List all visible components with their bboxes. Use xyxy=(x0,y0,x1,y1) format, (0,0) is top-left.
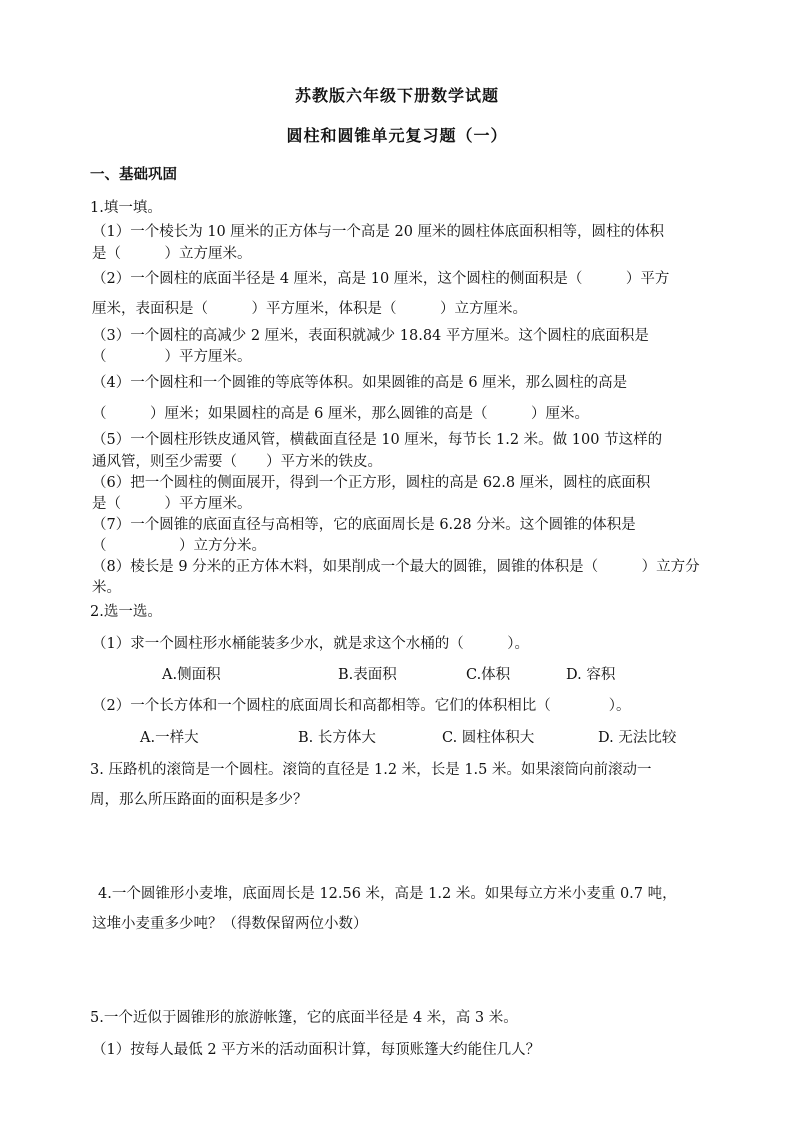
q2-sub2-option-a: A.一样大 xyxy=(140,730,199,746)
q2-sub2-option-b: B. 长方体大 xyxy=(298,730,376,746)
question-3-line: 周，那么所压路面的面积是多少？ xyxy=(90,792,308,808)
q1-line: （ ）平方厘米。 xyxy=(92,349,252,365)
q2-sub1-option-c: C.体积 xyxy=(466,667,511,683)
page-title: 苏教版六年级下册数学试题 xyxy=(294,86,499,105)
q1-line: 是（ ）立方厘米。 xyxy=(92,246,252,262)
q1-line: （5）一个圆柱形铁皮通风管，横截面直径是 10 厘米，每节长 1.2 米。做 100 节这样的 xyxy=(92,432,663,448)
q2-sub1-option-a: A.侧面积 xyxy=(162,667,221,683)
q1-line: 米。 xyxy=(92,580,121,596)
q1-line: 通风管，则至少需要（ ）平方米的铁皮。 xyxy=(92,454,382,470)
question-5-heading: 5.一个近似于圆锥形的旅游帐篷，它的底面半径是 4 米，高 3 米。 xyxy=(90,1010,518,1026)
q1-line: （2）一个圆柱的底面半径是 4 厘米，高是 10 厘米，这个圆柱的侧面积是（ ）平方 xyxy=(92,271,670,287)
question-3-line: 3. 压路机的滚筒是一个圆柱。滚筒的直径是 1.2 米，长是 1.5 米。如果滚筒向前滚动一 xyxy=(90,762,652,778)
section-heading: 一、基础巩固 xyxy=(90,166,177,183)
q1-line: （7）一个圆锥的底面直径与高相等，它的底面周长是 6.28 分米。这个圆锥的体积是 xyxy=(92,517,636,533)
q2-sub2-option-c: C. 圆柱体积大 xyxy=(442,730,535,746)
q1-line: （6）把一个圆柱的侧面展开，得到一个正方形，圆柱的高是 62.8 厘米，圆柱的底面积 xyxy=(92,475,651,491)
q2-sub1-question: （1）求一个圆柱形水桶能装多少水，就是求这个水桶的（ ）。 xyxy=(92,636,529,652)
q2-sub1-option-d: D. 容积 xyxy=(566,667,616,683)
question-2-heading: 2.选一选。 xyxy=(90,604,162,620)
q2-sub2-option-d: D. 无法比较 xyxy=(598,730,677,746)
page-subtitle: 圆柱和圆锥单元复习题（一） xyxy=(286,126,508,145)
q1-line: 厘米，表面积是（ ）平方厘米，体积是（ ）立方厘米。 xyxy=(92,301,527,317)
q1-line: （4）一个圆柱和一个圆锥的等底等体积。如果圆锥的高是 6 厘米，那么圆柱的高是 xyxy=(92,375,628,391)
q1-line: （8）棱长是 9 分米的正方体木料，如果削成一个最大的圆锥，圆锥的体积是（ ）立方分 xyxy=(92,559,700,575)
question-4-line: 4.一个圆锥形小麦堆，底面周长是 12.56 米，高是 1.2 米。如果每立方米小麦重 0.7 吨， xyxy=(98,886,677,902)
question-4-line: 这堆小麦重多少吨？（得数保留两位小数） xyxy=(92,916,368,932)
q2-sub1-option-b: B.表面积 xyxy=(338,667,397,683)
q1-line: （ ）立方分米。 xyxy=(92,538,266,554)
question-1-heading: 1.填一填。 xyxy=(90,200,162,216)
q1-line: （ ）厘米；如果圆柱的高是 6 厘米，那么圆锥的高是（ ）厘米。 xyxy=(92,406,589,422)
question-5-sub1: （1）按每人最低 2 平方米的活动面积计算，每顶账篷大约能住几人？ xyxy=(92,1042,541,1058)
q2-sub2-question: （2）一个长方体和一个圆柱的底面周长和高都相等。它们的体积相比（ ）。 xyxy=(92,698,631,714)
q1-line: 是（ ）平方厘米。 xyxy=(92,496,252,512)
q1-line: （1）一个棱长为 10 厘米的正方体与一个高是 20 厘米的圆柱体底面积相等，圆柱的体积 xyxy=(92,224,665,240)
q1-line: （3）一个圆柱的高减少 2 厘米，表面积就减少 18.84 平方厘米。这个圆柱的底面积是 xyxy=(92,328,649,344)
